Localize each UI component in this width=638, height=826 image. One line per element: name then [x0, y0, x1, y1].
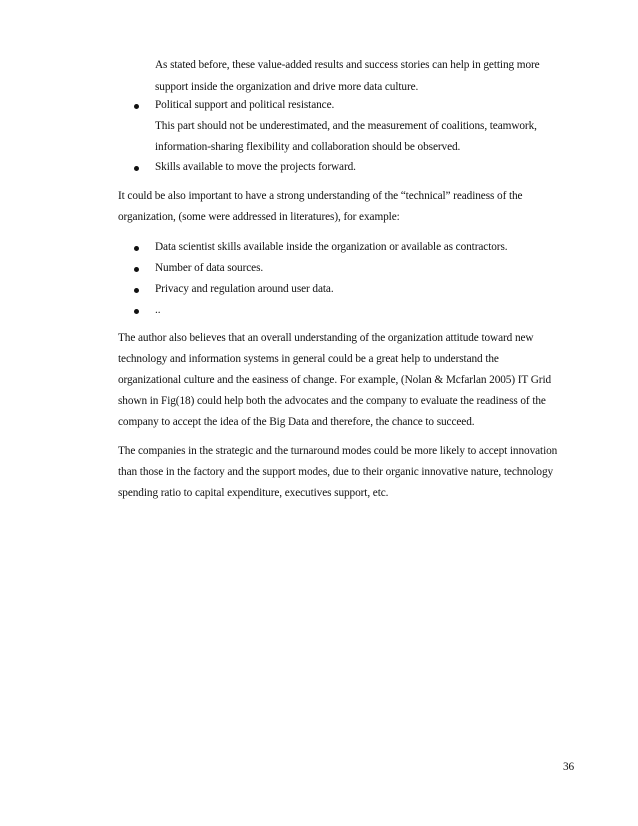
bullet-technical-2	[134, 267, 139, 272]
bullet-technical-3-text: Privacy and regulation around user data.	[155, 283, 334, 295]
bullet-political-subline-1: This part should not be underestimated, and the measurement of coalitions, teamwork,	[155, 120, 537, 132]
paragraph-author-line-4: shown in Fig(18) could help both the advocates and the company to evaluate the readiness of the	[118, 395, 546, 407]
bullet-skills-text: Skills available to move the projects forward.	[155, 161, 356, 173]
paragraph-author-line-5: company to accept the idea of the Big Data and therefore, the chance to succeed.	[118, 416, 475, 428]
continuation-line-2: support inside the organization and drive more data culture.	[155, 81, 419, 93]
bullet-technical-4	[134, 309, 139, 314]
bullet-political-subline-2: information-sharing flexibility and collaboration should be observed.	[155, 141, 461, 153]
paragraph-companies-line-1: The companies in the strategic and the turnaround modes could be more likely to accept innovation	[118, 445, 558, 457]
paragraph-author-line-3: organizational culture and the easiness of change. For example, (Nolan & Mcfarlan 2005) IT Grid	[118, 374, 552, 386]
paragraph-author-line-2: technology and information systems in general could be a great help to understand the	[118, 353, 499, 365]
bullet-technical-4-text: ..	[155, 304, 161, 316]
bullet-technical-1-text: Data scientist skills available inside the organization or available as contractors.	[155, 241, 508, 253]
page-number: 36	[563, 761, 575, 773]
paragraph-companies-line-2: than those in the factory and the support modes, due to their organic innovative nature, technology	[118, 466, 554, 478]
paragraph-technical-line-2: organization, (some were addressed in literatures), for example:	[118, 211, 400, 223]
bullet-technical-1	[134, 246, 139, 251]
bullet-technical-2-text: Number of data sources.	[155, 262, 264, 274]
paragraph-technical-line-1: It could be also important to have a strong understanding of the “technical” readiness of the	[118, 190, 523, 202]
bullet-political-text: Political support and political resistance.	[155, 99, 335, 111]
bullet-political	[134, 104, 139, 109]
paragraph-author-line-1: The author also believes that an overall understanding of the organization attitude toward new	[118, 332, 534, 344]
bullet-technical-3	[134, 288, 139, 293]
bullet-skills	[134, 166, 139, 171]
continuation-line-1: As stated before, these value-added results and success stories can help in getting more	[155, 59, 540, 71]
paragraph-companies-line-3: spending ratio to capital expenditure, executives support, etc.	[118, 487, 389, 499]
